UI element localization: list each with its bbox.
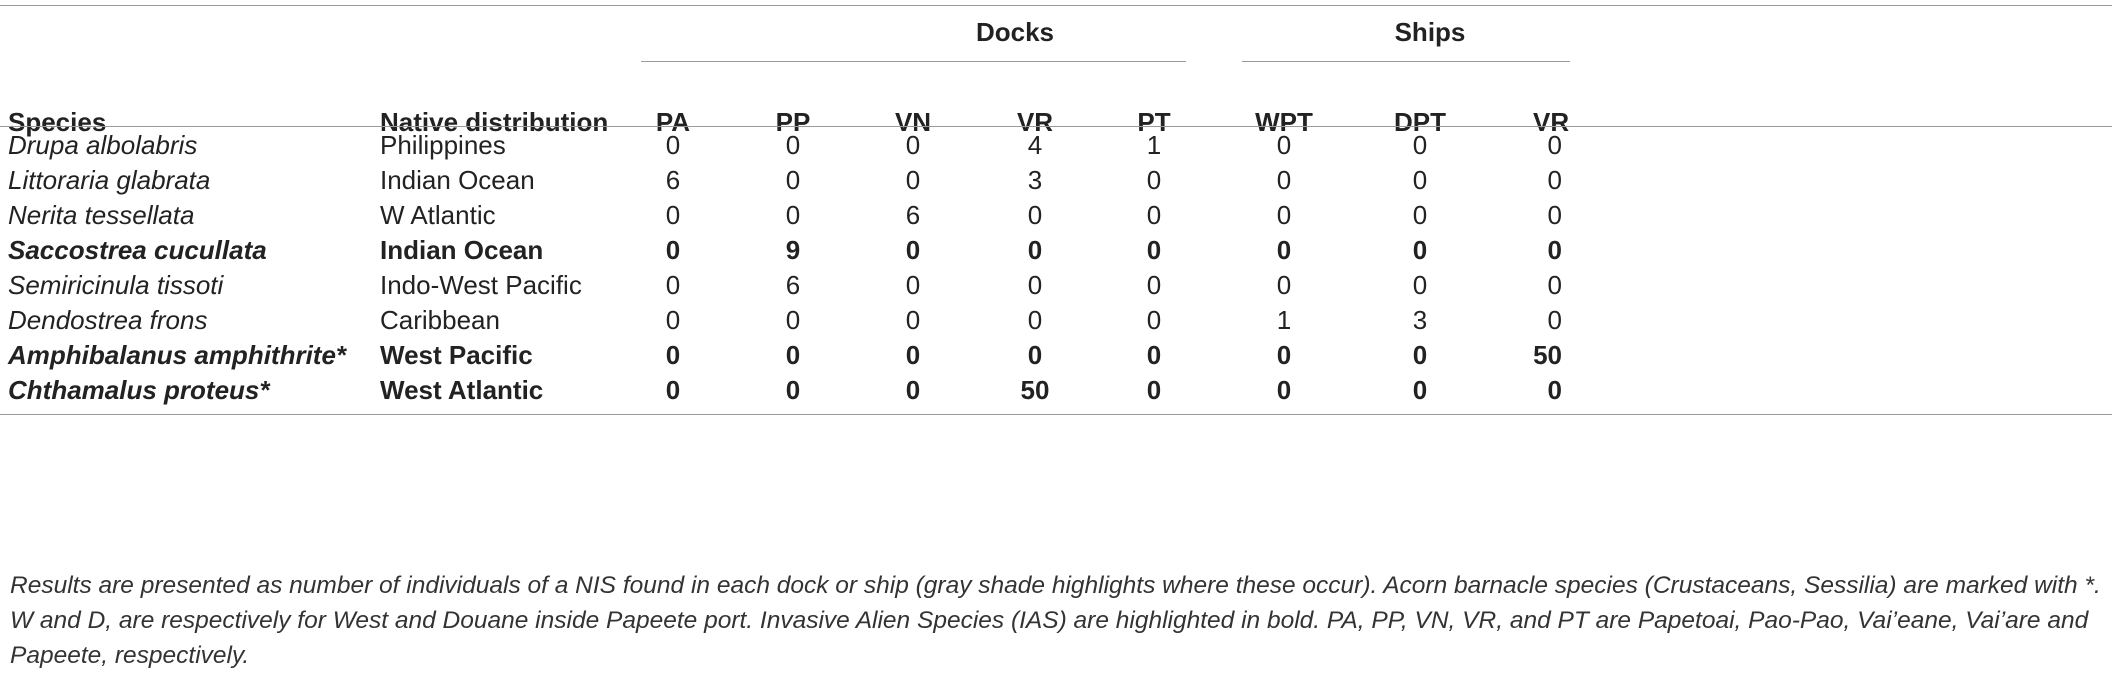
species-cell: Saccostrea cucullata <box>8 235 267 265</box>
native-distribution-cell: Indo-West Pacific <box>380 270 582 300</box>
value-cell: 0 <box>785 130 801 160</box>
value-cell: 0 <box>1276 270 1292 300</box>
value-cell: 0 <box>1412 235 1428 265</box>
value-cell: 0 <box>905 340 921 370</box>
value-cell: 50 <box>1533 340 1562 370</box>
value-cell: 0 <box>1276 130 1292 160</box>
value-cell: 0 <box>665 375 681 405</box>
value-cell: 0 <box>665 200 681 230</box>
value-cell: 3 <box>1027 165 1043 195</box>
native-distribution-cell: West Pacific <box>380 340 533 370</box>
value-cell: 0 <box>785 305 801 335</box>
value-cell: 0 <box>665 235 681 265</box>
native-distribution-cell: Indian Ocean <box>380 165 535 195</box>
column-header-vr-dock: VR <box>1016 107 1054 137</box>
value-cell: 0 <box>1276 200 1292 230</box>
species-cell: Littoraria glabrata <box>8 165 211 195</box>
value-cell: 0 <box>905 235 921 265</box>
species-cell: Dendostrea frons <box>8 305 208 335</box>
species-cell: Drupa albolabris <box>8 130 198 160</box>
value-cell: 0 <box>905 375 921 405</box>
value-cell: 0 <box>1547 200 1562 230</box>
value-cell: 0 <box>1146 165 1162 195</box>
value-cell: 0 <box>1146 270 1162 300</box>
value-cell: 0 <box>1027 305 1043 335</box>
column-header-dpt: DPT <box>1394 107 1446 137</box>
value-cell: 0 <box>785 340 801 370</box>
group-header-docks: Docks <box>975 17 1055 47</box>
value-cell: 0 <box>1412 270 1428 300</box>
bottom-rule <box>0 414 2112 415</box>
value-cell: 0 <box>665 270 681 300</box>
species-cell: Chthamalus proteus* <box>8 375 270 405</box>
species-cell: Amphibalanus amphithrite* <box>8 340 347 370</box>
value-cell: 0 <box>665 305 681 335</box>
value-cell: 0 <box>1547 270 1562 300</box>
column-header-species: Species <box>8 107 107 137</box>
column-header-pt: PT <box>1137 107 1171 137</box>
value-cell: 0 <box>1027 270 1043 300</box>
value-cell: 50 <box>1020 375 1050 405</box>
native-distribution-cell: W Atlantic <box>380 200 496 230</box>
value-cell: 0 <box>1547 375 1562 405</box>
value-cell: 0 <box>1412 340 1428 370</box>
header-rule <box>0 126 2112 127</box>
value-cell: 1 <box>1146 130 1162 160</box>
value-cell: 0 <box>1547 130 1562 160</box>
value-cell: 6 <box>905 200 921 230</box>
value-cell: 0 <box>905 130 921 160</box>
value-cell: 9 <box>785 235 801 265</box>
native-distribution-cell: Caribbean <box>380 305 500 335</box>
table-footnote: Results are presented as number of individuals of a NIS found in each dock or ship (gray shade highlights where these occur). Acorn barnacle species (Crustaceans, Sessilia) are marked with *. W and D, are respectively for West and Douane inside Papeete port. Invasive Alien Species (IAS) are highlighted in bold. PA, PP, VN, VR, and PT are Papetoai, Pao-Pao, Vai’eane, Vai’are and Papeete, respectively. <box>10 572 2101 669</box>
value-cell: 0 <box>905 165 921 195</box>
native-distribution-cell: West Atlantic <box>380 375 544 405</box>
value-cell: 0 <box>1547 235 1562 265</box>
value-cell: 0 <box>1276 165 1292 195</box>
value-cell: 0 <box>1146 200 1162 230</box>
value-cell: 0 <box>1027 200 1043 230</box>
species-cell: Semiricinula tissoti <box>8 270 224 300</box>
value-cell: 0 <box>785 165 801 195</box>
column-header-pa: PA <box>655 107 691 137</box>
group-header-ships: Ships <box>1394 17 1466 47</box>
value-cell: 0 <box>1146 305 1162 335</box>
column-header-pp: PP <box>775 107 811 137</box>
value-cell: 0 <box>1276 340 1292 370</box>
value-cell: 0 <box>1146 340 1162 370</box>
value-cell: 0 <box>1547 305 1562 335</box>
ships-group-line <box>1242 61 1570 62</box>
value-cell: 6 <box>665 165 681 195</box>
value-cell: 6 <box>785 270 801 300</box>
column-header-native-distribution: Native distribution <box>380 107 609 137</box>
top-rule <box>0 5 2112 6</box>
native-distribution-cell: Philippines <box>380 130 506 160</box>
column-header-vr-ship: VR <box>1533 107 1570 137</box>
value-cell: 0 <box>1412 130 1428 160</box>
value-cell: 3 <box>1412 305 1428 335</box>
value-cell: 0 <box>1412 200 1428 230</box>
value-cell: 0 <box>1027 235 1043 265</box>
value-cell: 0 <box>1412 375 1428 405</box>
species-cell: Nerita tessellata <box>8 200 195 230</box>
value-cell: 0 <box>1146 375 1162 405</box>
value-cell: 0 <box>1276 235 1292 265</box>
value-cell: 0 <box>665 130 681 160</box>
value-cell: 0 <box>1146 235 1162 265</box>
value-cell: 0 <box>1276 375 1292 405</box>
value-cell: 1 <box>1276 305 1292 335</box>
value-cell: 0 <box>785 375 801 405</box>
column-header-wpt: WPT <box>1255 107 1313 137</box>
value-cell: 0 <box>905 305 921 335</box>
value-cell: 4 <box>1027 130 1043 160</box>
native-distribution-cell: Indian Ocean <box>380 235 544 265</box>
value-cell: 0 <box>1547 165 1562 195</box>
value-cell: 0 <box>1412 165 1428 195</box>
docks-group-line <box>641 61 1186 62</box>
column-header-vn: VN <box>894 107 932 137</box>
value-cell: 0 <box>785 200 801 230</box>
value-cell: 0 <box>665 340 681 370</box>
value-cell: 0 <box>905 270 921 300</box>
value-cell: 0 <box>1027 340 1043 370</box>
